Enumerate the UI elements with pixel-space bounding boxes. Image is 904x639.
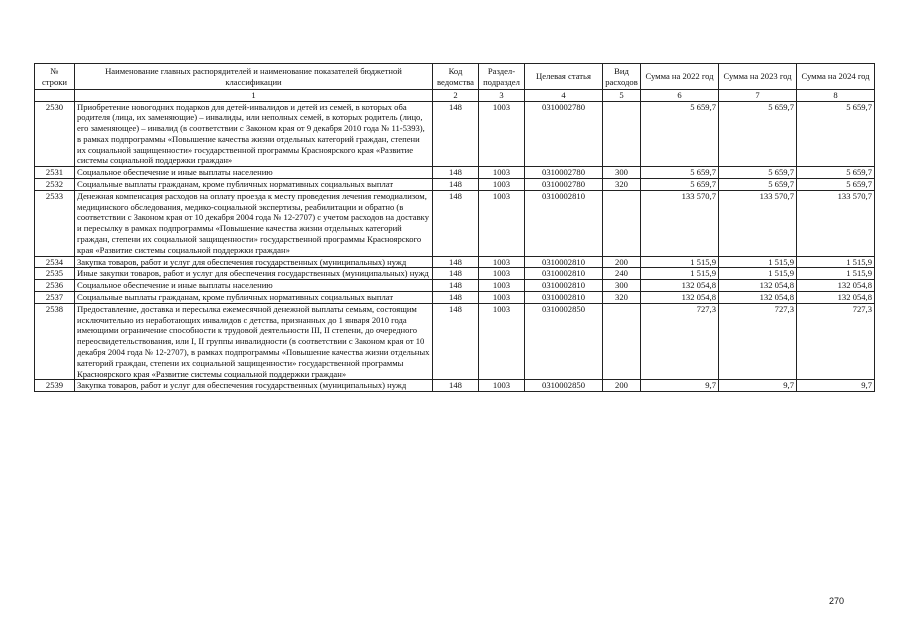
row-number: 2539 bbox=[35, 380, 75, 392]
row-name: Социальное обеспечение и иные выплаты населению bbox=[75, 280, 433, 292]
row-target: 0310002780 bbox=[525, 101, 603, 167]
row-expense-type: 300 bbox=[603, 167, 641, 179]
row-target: 0310002780 bbox=[525, 167, 603, 179]
row-sum-2023: 5 659,7 bbox=[719, 167, 797, 179]
row-number: 2536 bbox=[35, 280, 75, 292]
row-dept-code: 148 bbox=[433, 190, 479, 256]
row-number: 2534 bbox=[35, 256, 75, 268]
row-dept-code: 148 bbox=[433, 303, 479, 380]
column-index: 5 bbox=[603, 90, 641, 102]
row-expense-type: 320 bbox=[603, 179, 641, 191]
row-name: Предоставление, доставка и пересылка ежемесячной денежной выплаты семьям, состоящим исключительно из неработающих инвалидов с детства, признанных до 1 января 2010 года имеющими ограничение способности к трудовой деятельности III, II степени, до очередного переосвидетельствования, или I, II группы инвалидности (в соответствии с Законом края от 10 декабря 2004 года № 12-2707), в рамках подпрограммы «Повышение качества жизни отдельных категорий граждан, степени их социальной защищенности» государственной программы Красноярского края «Развитие системы социальной поддержки граждан» bbox=[75, 303, 433, 380]
row-section: 1003 bbox=[479, 256, 525, 268]
row-number: 2535 bbox=[35, 268, 75, 280]
row-sum-2024: 5 659,7 bbox=[797, 101, 875, 167]
header-expense-type: Вид расходов bbox=[603, 64, 641, 90]
row-sum-2022: 1 515,9 bbox=[641, 256, 719, 268]
header-dept-code: Код ведомства bbox=[433, 64, 479, 90]
table-row bbox=[35, 101, 875, 167]
header-sum-2023: Сумма на 2023 год bbox=[719, 64, 797, 90]
row-section: 1003 bbox=[479, 292, 525, 304]
row-target: 0310002810 bbox=[525, 292, 603, 304]
table-row bbox=[35, 179, 875, 191]
table-row bbox=[35, 280, 875, 292]
row-sum-2024: 1 515,9 bbox=[797, 268, 875, 280]
row-sum-2022: 5 659,7 bbox=[641, 179, 719, 191]
row-dept-code: 148 bbox=[433, 256, 479, 268]
row-target: 0310002810 bbox=[525, 190, 603, 256]
row-sum-2024: 133 570,7 bbox=[797, 190, 875, 256]
row-target: 0310002810 bbox=[525, 268, 603, 280]
row-dept-code: 148 bbox=[433, 167, 479, 179]
row-sum-2024: 5 659,7 bbox=[797, 167, 875, 179]
row-section: 1003 bbox=[479, 101, 525, 167]
row-number: 2531 bbox=[35, 167, 75, 179]
row-section: 1003 bbox=[479, 303, 525, 380]
row-sum-2022: 5 659,7 bbox=[641, 167, 719, 179]
row-expense-type: 240 bbox=[603, 268, 641, 280]
table-row bbox=[35, 303, 875, 380]
header-sum-2024: Сумма на 2024 год bbox=[797, 64, 875, 90]
row-name: Денежная компенсация расходов на оплату проезда к месту проведения лечения гемодиализом, медицинского обследования, медико-социальной экспертизы, реабилитации и обратно (в соответствии с Законом края от 10 декабря 2004 года № 12-2707) с учетом расходов на доставку и пересылку в рамках подпрограммы «Повышение качества жизни отдельных категорий граждан, степени их социальной защищенности» государственной программы Красноярского края «Развитие системы социальной поддержки граждан» bbox=[75, 190, 433, 256]
row-number: 2532 bbox=[35, 179, 75, 191]
row-name: Социальное обеспечение и иные выплаты населению bbox=[75, 167, 433, 179]
row-dept-code: 148 bbox=[433, 280, 479, 292]
table-row bbox=[35, 380, 875, 392]
row-expense-type: 200 bbox=[603, 380, 641, 392]
row-section: 1003 bbox=[479, 190, 525, 256]
row-sum-2024: 727,3 bbox=[797, 303, 875, 380]
row-sum-2022: 5 659,7 bbox=[641, 101, 719, 167]
row-expense-type bbox=[603, 101, 641, 167]
budget-table bbox=[34, 63, 875, 392]
row-number: 2530 bbox=[35, 101, 75, 167]
row-sum-2022: 1 515,9 bbox=[641, 268, 719, 280]
row-dept-code: 148 bbox=[433, 380, 479, 392]
header-row-no: № строки bbox=[35, 64, 75, 90]
header-section: Раздел-подраздел bbox=[479, 64, 525, 90]
row-section: 1003 bbox=[479, 380, 525, 392]
row-sum-2023: 1 515,9 bbox=[719, 268, 797, 280]
row-name: Иные закупки товаров, работ и услуг для обеспечения государственных (муниципальных) нужд bbox=[75, 268, 433, 280]
table-row bbox=[35, 268, 875, 280]
row-sum-2022: 727,3 bbox=[641, 303, 719, 380]
table-row bbox=[35, 292, 875, 304]
row-sum-2022: 132 054,8 bbox=[641, 292, 719, 304]
header-sum-2022: Сумма на 2022 год bbox=[641, 64, 719, 90]
row-sum-2022: 132 054,8 bbox=[641, 280, 719, 292]
table-row bbox=[35, 190, 875, 256]
row-expense-type: 300 bbox=[603, 280, 641, 292]
row-name: Социальные выплаты гражданам, кроме публичных нормативных социальных выплат bbox=[75, 179, 433, 191]
row-sum-2023: 133 570,7 bbox=[719, 190, 797, 256]
row-sum-2023: 9,7 bbox=[719, 380, 797, 392]
row-dept-code: 148 bbox=[433, 292, 479, 304]
row-expense-type: 200 bbox=[603, 256, 641, 268]
row-sum-2023: 132 054,8 bbox=[719, 280, 797, 292]
column-index: 1 bbox=[75, 90, 433, 102]
table-header-row bbox=[35, 64, 875, 90]
row-sum-2024: 132 054,8 bbox=[797, 292, 875, 304]
row-target: 0310002780 bbox=[525, 179, 603, 191]
row-expense-type: 320 bbox=[603, 292, 641, 304]
column-index: 2 bbox=[433, 90, 479, 102]
row-sum-2023: 5 659,7 bbox=[719, 101, 797, 167]
row-target: 0310002810 bbox=[525, 280, 603, 292]
row-section: 1003 bbox=[479, 280, 525, 292]
column-index: 7 bbox=[719, 90, 797, 102]
row-section: 1003 bbox=[479, 268, 525, 280]
table-row bbox=[35, 256, 875, 268]
header-target: Целевая статья bbox=[525, 64, 603, 90]
row-sum-2024: 132 054,8 bbox=[797, 280, 875, 292]
column-index: 6 bbox=[641, 90, 719, 102]
row-sum-2022: 9,7 bbox=[641, 380, 719, 392]
row-target: 0310002810 bbox=[525, 256, 603, 268]
row-number: 2538 bbox=[35, 303, 75, 380]
column-index bbox=[35, 90, 75, 102]
row-target: 0310002850 bbox=[525, 303, 603, 380]
row-name: Закупка товаров, работ и услуг для обеспечения государственных (муниципальных) нужд bbox=[75, 256, 433, 268]
header-name: Наименование главных распорядителей и наименование показателей бюджетной классификации bbox=[75, 64, 433, 90]
row-sum-2023: 1 515,9 bbox=[719, 256, 797, 268]
row-sum-2024: 1 515,9 bbox=[797, 256, 875, 268]
row-name: Приобретение новогодних подарков для детей-инвалидов и детей из семей, в которых оба родителя (лица, их заменяющие) – инвалиды, или неполных семей, в которых родитель (лицо, его заменяющее) – инвалид (в соответствии с Законом края от 9 декабря 2010 года № 11-5393), в рамках подпрограммы «Повышение качества жизни отдельных категорий граждан, степени их социальной защищенности» государственной программы Красноярского края «Развитие системы социальной поддержки граждан» bbox=[75, 101, 433, 167]
row-sum-2023: 132 054,8 bbox=[719, 292, 797, 304]
row-sum-2023: 727,3 bbox=[719, 303, 797, 380]
row-target: 0310002850 bbox=[525, 380, 603, 392]
row-sum-2023: 5 659,7 bbox=[719, 179, 797, 191]
page-number: 270 bbox=[829, 596, 845, 606]
row-name: Социальные выплаты гражданам, кроме публичных нормативных социальных выплат bbox=[75, 292, 433, 304]
row-dept-code: 148 bbox=[433, 268, 479, 280]
column-index-row bbox=[35, 90, 875, 102]
row-sum-2024: 9,7 bbox=[797, 380, 875, 392]
row-sum-2022: 133 570,7 bbox=[641, 190, 719, 256]
row-dept-code: 148 bbox=[433, 179, 479, 191]
row-expense-type bbox=[603, 190, 641, 256]
table-row bbox=[35, 167, 875, 179]
column-index: 3 bbox=[479, 90, 525, 102]
column-index: 8 bbox=[797, 90, 875, 102]
row-number: 2533 bbox=[35, 190, 75, 256]
row-sum-2024: 5 659,7 bbox=[797, 179, 875, 191]
row-dept-code: 148 bbox=[433, 101, 479, 167]
row-section: 1003 bbox=[479, 179, 525, 191]
column-index: 4 bbox=[525, 90, 603, 102]
row-name: Закупка товаров, работ и услуг для обеспечения государственных (муниципальных) нужд bbox=[75, 380, 433, 392]
row-section: 1003 bbox=[479, 167, 525, 179]
row-expense-type bbox=[603, 303, 641, 380]
row-number: 2537 bbox=[35, 292, 75, 304]
